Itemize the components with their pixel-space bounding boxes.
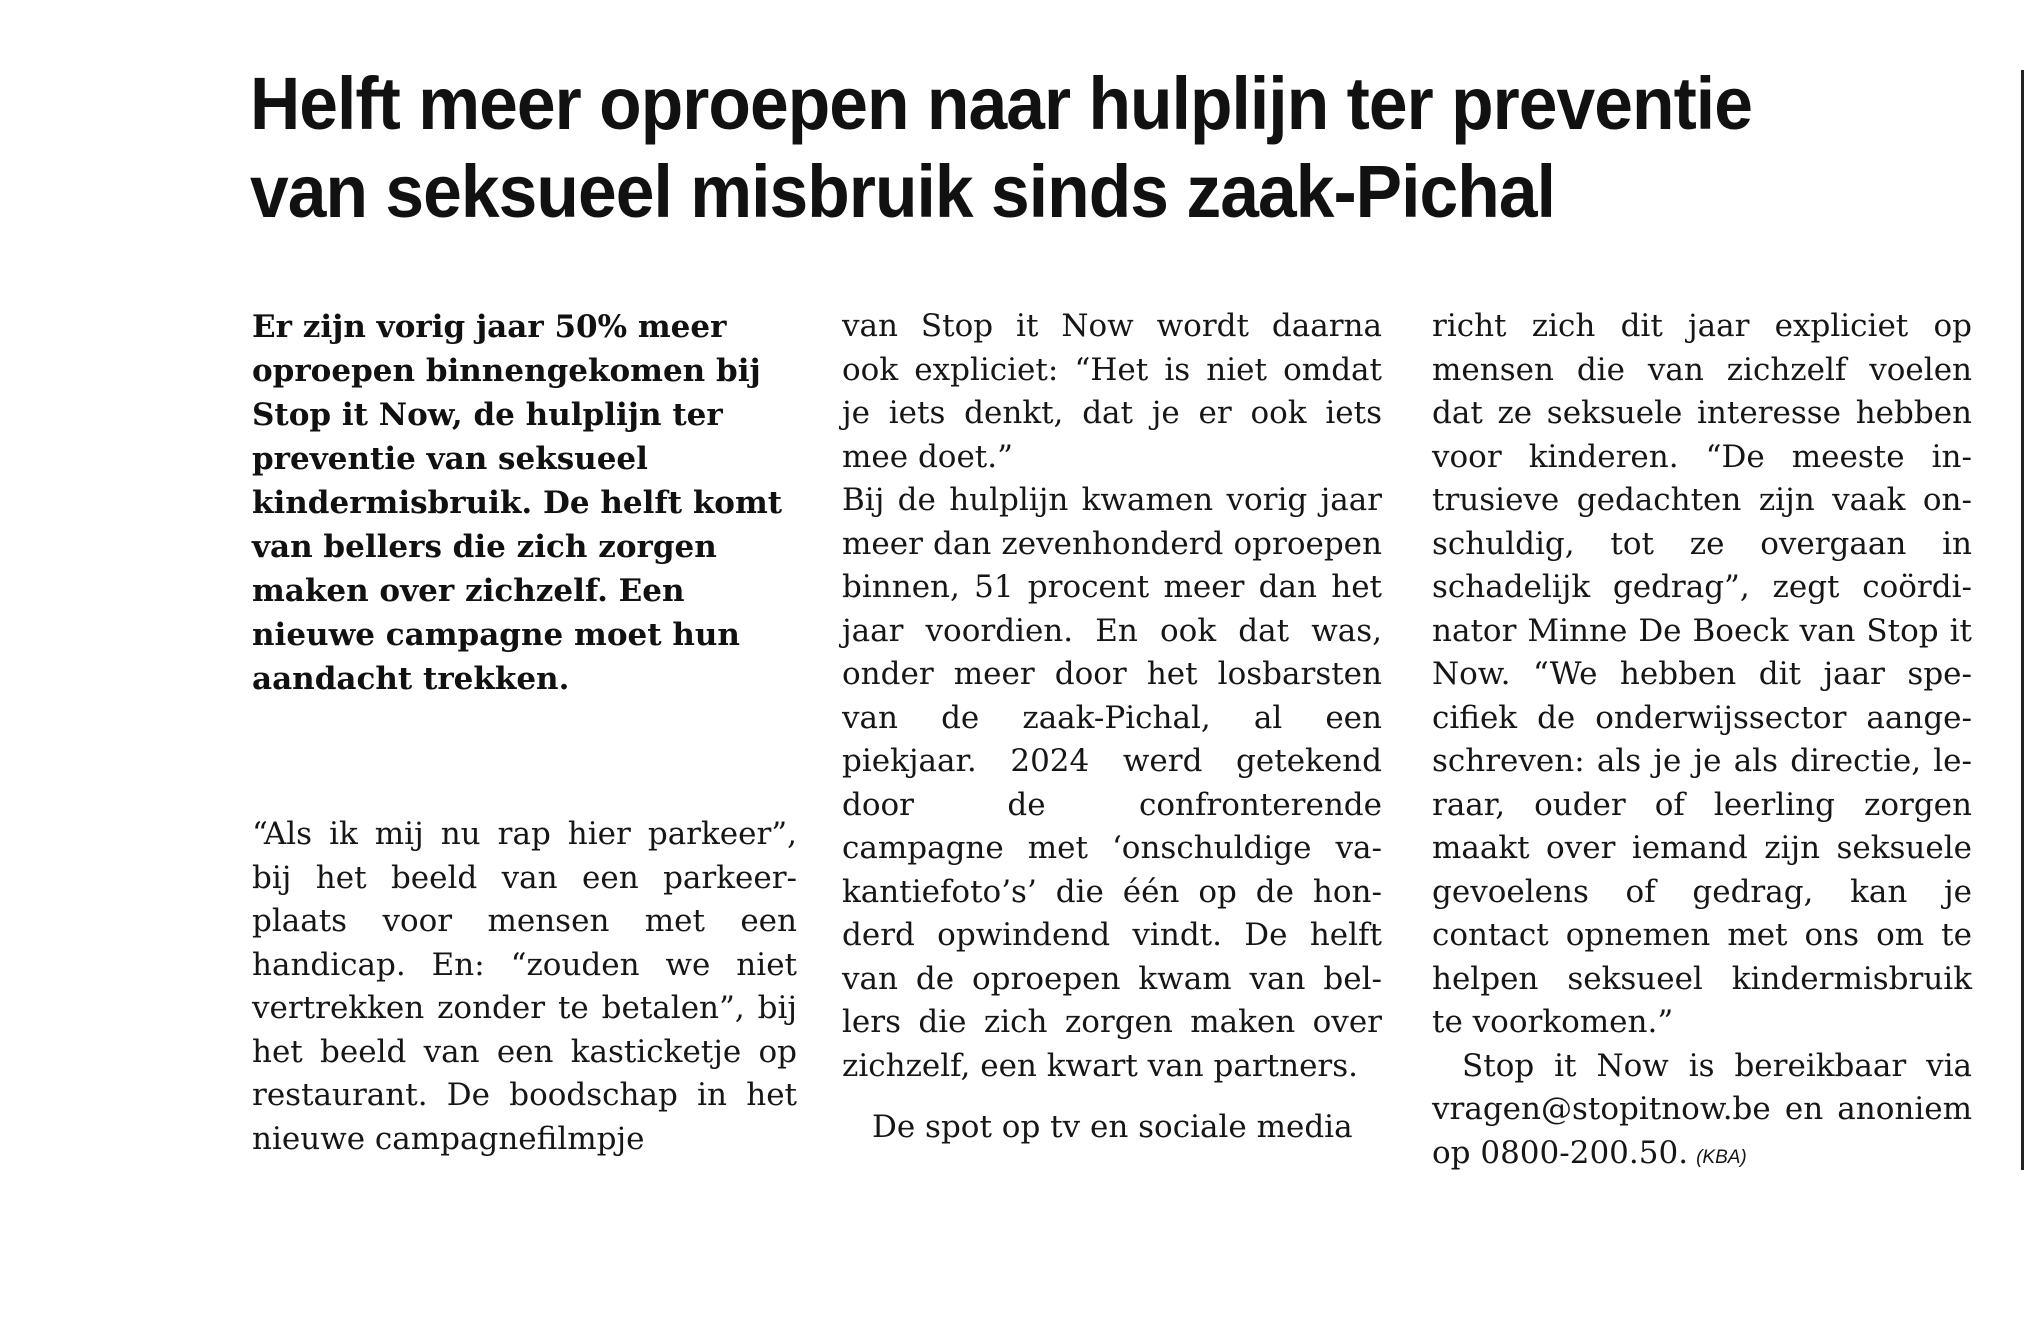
headline-line-1: Helft meer oproepen naar hulplijn ter preventie <box>250 62 1752 145</box>
contact-text: Stop it Now is bereikbaar via vragen@stopitnow.be en anoniem op 0800-200.50. <box>1432 1047 1972 1171</box>
author-credit: (KBA) <box>1696 1146 1747 1168</box>
body-paragraph-contact <box>1432 1045 1972 1180</box>
body-paragraph: richt zich dit jaar expliciet op mensen die van zichzelf voelen dat ze seksuele interesse hebben voor kinderen. “De meeste intrusieve gedachten zijn vaak onschuldig, tot ze overgaan in schadelijk gedrag”, zegt coördinator Minne De Boeck van Stop it Now. “We hebben dit jaar specifiek de onderwijssector aangeschreven: als je je als directie, leraar, ouder of leerling zorgen maakt over iemand zijn seksuele gevoelens of gedrag, kan je contact opnemen met ons om te helpen seksueel kindermisbruik te voorkomen.” <box>1432 308 1972 1040</box>
article-column-2 <box>842 305 1382 1150</box>
article-intro: Er zijn vorig jaar 50% meer oproepen binnengekomen bij Stop it Now, de hulplijn ter preventie van seksueel kindermisbruik. De helft komt van bellers die zich zorgen maken over zichzelf. Een nieuwe campagne moet hun aandacht trekken. <box>252 309 783 697</box>
article-column-3 <box>1432 305 1972 1179</box>
article-column-1 <box>252 305 797 1161</box>
body-paragraph: De spot op tv en sociale media <box>872 1109 1353 1145</box>
body-paragraph: “Als ik mij nu rap hier parkeer”, bij het beeld van een parkeerplaats voor mensen met een handicap. En: “zouden we niet vertrekken zonder te betalen”, bij het beeld van een kasticketje op restaurant. De boodschap in het nieuwe campagnefilmpje <box>252 816 797 1157</box>
body-paragraph: Bij de hulplijn kwamen vorig jaar meer dan zevenhonderd oproepen binnen, 51 procent meer dan het jaar voordien. En ook dat was, onder meer door het losbarsten van de zaak-Pichal, al een piekjaar. 2024 werd getekend door de confronterende campagne met ‘onschuldige vakantiefoto’s’ die één op de honderd opwindend vindt. De helft van de oproepen kwam van bellers die zich zorgen maken over zichzelf, een kwart van partners. <box>842 482 1382 1084</box>
headline-line-2: van seksueel misbruik sinds zaak-Pichal <box>250 150 1555 233</box>
page-edge-rule <box>2021 70 2024 1170</box>
body-paragraph: van Stop it Now wordt daarna ook expliciet: “Het is niet omdat je iets denkt, dat je er ook iets mee doet.” <box>842 308 1382 475</box>
article-headline <box>250 60 1848 236</box>
